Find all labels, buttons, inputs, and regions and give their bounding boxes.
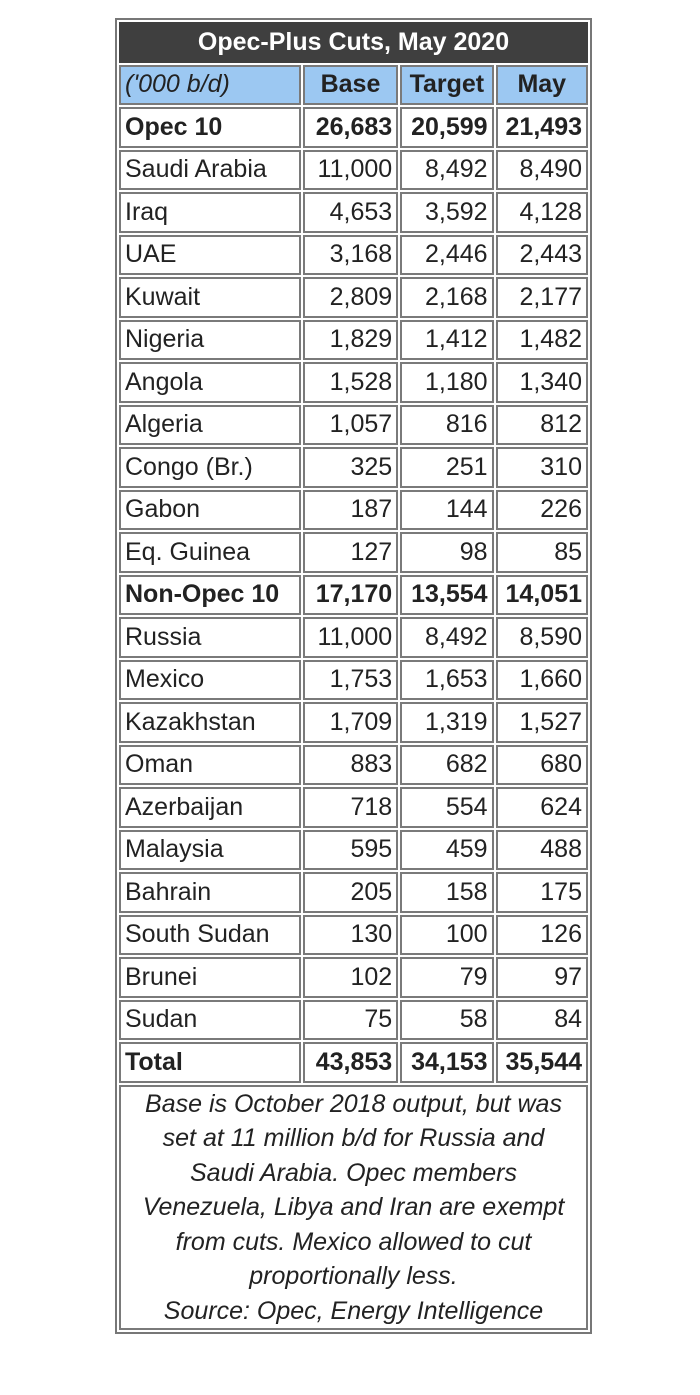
row-label: Kazakhstan <box>119 702 301 743</box>
table-row <box>119 532 588 573</box>
cell-base: 187 <box>303 490 398 531</box>
column-header-target: Target <box>400 65 493 106</box>
table-row <box>119 787 588 828</box>
cell-base: 26,683 <box>303 107 398 148</box>
cell-may: 8,490 <box>496 150 588 191</box>
cell-target: 1,653 <box>400 660 493 701</box>
cell-base: 11,000 <box>303 617 398 658</box>
column-header-may: May <box>496 65 588 106</box>
table-row <box>119 617 588 658</box>
cell-base: 3,168 <box>303 235 398 276</box>
row-label: South Sudan <box>119 915 301 956</box>
row-label: Brunei <box>119 957 301 998</box>
footnote-line: Saudi Arabia. Opec members <box>189 1158 517 1187</box>
cell-target: 682 <box>400 745 493 786</box>
opec-plus-table-card <box>115 18 592 1334</box>
cell-target: 158 <box>400 872 493 913</box>
cell-base: 595 <box>303 830 398 871</box>
row-label: Mexico <box>119 660 301 701</box>
cell-target: 459 <box>400 830 493 871</box>
cell-target: 20,599 <box>400 107 493 148</box>
cell-may: 85 <box>496 532 588 573</box>
unit-label: ('000 b/d) <box>119 65 301 106</box>
table-title: Opec-Plus Cuts, May 2020 <box>119 22 588 63</box>
footnote <box>119 1085 588 1331</box>
table-row <box>119 660 588 701</box>
row-label: Eq. Guinea <box>119 532 301 573</box>
row-label: UAE <box>119 235 301 276</box>
cell-base: 130 <box>303 915 398 956</box>
cell-target: 2,168 <box>400 277 493 318</box>
cell-target: 1,412 <box>400 320 493 361</box>
cell-base: 17,170 <box>303 575 398 616</box>
table-row <box>119 957 588 998</box>
table-row <box>119 107 588 148</box>
table-row <box>119 490 588 531</box>
cell-may: 1,482 <box>496 320 588 361</box>
cell-target: 816 <box>400 405 493 446</box>
table-row <box>119 1042 588 1083</box>
cell-target: 554 <box>400 787 493 828</box>
cell-may: 35,544 <box>496 1042 588 1083</box>
cell-base: 1,528 <box>303 362 398 403</box>
table-row <box>119 915 588 956</box>
cell-may: 4,128 <box>496 192 588 233</box>
cell-may: 21,493 <box>496 107 588 148</box>
table-body <box>119 22 588 1330</box>
row-label: Kuwait <box>119 277 301 318</box>
footnote-line: Base is October 2018 output, but was <box>145 1089 562 1118</box>
cell-may: 226 <box>496 490 588 531</box>
row-label: Total <box>119 1042 301 1083</box>
note-row <box>119 1085 588 1331</box>
cell-base: 43,853 <box>303 1042 398 1083</box>
cell-target: 1,180 <box>400 362 493 403</box>
row-label: Azerbaijan <box>119 787 301 828</box>
cell-may: 14,051 <box>496 575 588 616</box>
opec-plus-cuts-table <box>117 20 590 1332</box>
row-label: Opec 10 <box>119 107 301 148</box>
cell-base: 4,653 <box>303 192 398 233</box>
cell-base: 1,829 <box>303 320 398 361</box>
cell-base: 205 <box>303 872 398 913</box>
table-row <box>119 447 588 488</box>
row-label: Russia <box>119 617 301 658</box>
cell-base: 127 <box>303 532 398 573</box>
cell-may: 2,177 <box>496 277 588 318</box>
column-header-base: Base <box>303 65 398 106</box>
table-row <box>119 872 588 913</box>
cell-target: 34,153 <box>400 1042 493 1083</box>
table-row <box>119 575 588 616</box>
row-label: Iraq <box>119 192 301 233</box>
row-label: Algeria <box>119 405 301 446</box>
table-row <box>119 362 588 403</box>
table-row <box>119 702 588 743</box>
row-label: Saudi Arabia <box>119 150 301 191</box>
cell-may: 1,527 <box>496 702 588 743</box>
cell-may: 8,590 <box>496 617 588 658</box>
table-row <box>119 320 588 361</box>
cell-base: 883 <box>303 745 398 786</box>
cell-may: 1,660 <box>496 660 588 701</box>
cell-may: 680 <box>496 745 588 786</box>
cell-base: 1,709 <box>303 702 398 743</box>
cell-target: 3,592 <box>400 192 493 233</box>
cell-target: 100 <box>400 915 493 956</box>
row-label: Bahrain <box>119 872 301 913</box>
cell-target: 251 <box>400 447 493 488</box>
table-row <box>119 235 588 276</box>
footnote-line: proportionally less. <box>249 1262 458 1290</box>
row-label: Congo (Br.) <box>119 447 301 488</box>
cell-base: 2,809 <box>303 277 398 318</box>
cell-target: 58 <box>400 1000 493 1041</box>
cell-target: 98 <box>400 532 493 573</box>
cell-base: 102 <box>303 957 398 998</box>
cell-target: 8,492 <box>400 150 493 191</box>
cell-target: 13,554 <box>400 575 493 616</box>
table-row <box>119 405 588 446</box>
title-row <box>119 22 588 63</box>
row-label: Malaysia <box>119 830 301 871</box>
table-row <box>119 277 588 318</box>
cell-may: 175 <box>496 872 588 913</box>
table-row <box>119 192 588 233</box>
cell-base: 75 <box>303 1000 398 1041</box>
table-row <box>119 150 588 191</box>
cell-base: 325 <box>303 447 398 488</box>
cell-may: 1,340 <box>496 362 588 403</box>
cell-may: 812 <box>496 405 588 446</box>
cell-may: 624 <box>496 787 588 828</box>
row-label: Angola <box>119 362 301 403</box>
cell-base: 11,000 <box>303 150 398 191</box>
table-row <box>119 1000 588 1041</box>
footnote-line: set at 11 million b/d for Russia and <box>162 1124 545 1152</box>
cell-target: 144 <box>400 490 493 531</box>
cell-target: 8,492 <box>400 617 493 658</box>
header-row <box>119 65 588 106</box>
row-label: Nigeria <box>119 320 301 361</box>
cell-target: 79 <box>400 957 493 998</box>
row-label: Gabon <box>119 490 301 531</box>
footnote-line: from cuts. Mexico allowed to cut <box>175 1227 532 1256</box>
table-row <box>119 830 588 871</box>
cell-base: 1,057 <box>303 405 398 446</box>
cell-may: 97 <box>496 957 588 998</box>
cell-target: 2,446 <box>400 235 493 276</box>
cell-may: 488 <box>496 830 588 871</box>
cell-base: 1,753 <box>303 660 398 701</box>
cell-may: 126 <box>496 915 588 956</box>
footnote-line: Source: Opec, Energy Intelligence <box>163 1296 544 1325</box>
table-row <box>119 745 588 786</box>
cell-target: 1,319 <box>400 702 493 743</box>
cell-base: 718 <box>303 787 398 828</box>
row-label: Non-Opec 10 <box>119 575 301 616</box>
cell-may: 84 <box>496 1000 588 1041</box>
row-label: Sudan <box>119 1000 301 1041</box>
cell-may: 2,443 <box>496 235 588 276</box>
footnote-line: Venezuela, Libya and Iran are exempt <box>142 1193 565 1221</box>
row-label: Oman <box>119 745 301 786</box>
cell-may: 310 <box>496 447 588 488</box>
